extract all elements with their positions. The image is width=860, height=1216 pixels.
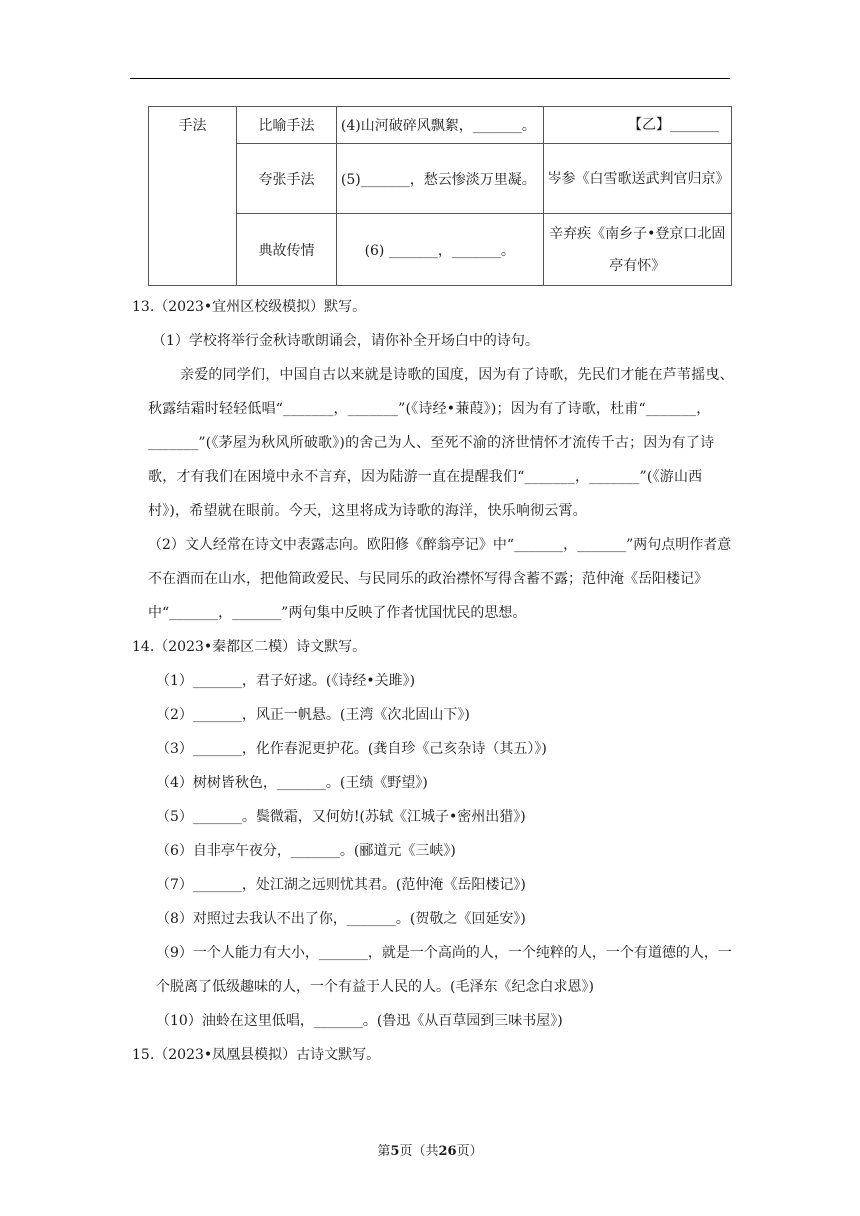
technique-cell: 典故传情 [237, 214, 337, 286]
q14-item: （8）对照过去我认不出了你，_______。(贺敬之《回延安》) [156, 911, 526, 927]
footer-total-pages: 26 [438, 1144, 457, 1159]
q14-item: （6）自非亭午夜分，_______。(郦道元《三峡》) [156, 843, 456, 859]
footer-mid: 页（共 [399, 1144, 439, 1159]
q14-item: （10）油蛉在这里低唱，_______。(鲁迅《从百草园到三味书屋》) [156, 1013, 563, 1029]
technique-table [148, 106, 732, 286]
category-cell: 手法 [149, 107, 237, 286]
source-cell: 【乙】_______ [543, 107, 731, 144]
q14-item: （1）_______，君子好逑。(《诗经•关雎》) [156, 673, 416, 689]
footer-page-number: 5 [390, 1144, 400, 1159]
source-cell: 辛弃疾《南乡子•登京口北固亭有怀》 [543, 214, 731, 286]
table-row [149, 214, 732, 286]
question-13-heading: 13.（2023•宜州区校级模拟）默写。 [132, 299, 367, 315]
q14-item: （9）一个人能力有大小，_______，就是一个高尚的人，一个纯粹的人，一个有道德的人，一个脱离了低级趣味的人，一个有益于人民的人。(毛泽东《纪念白求恩》) [156, 945, 732, 995]
question-14-heading: 14.（2023•秦都区二模）诗文默写。 [132, 639, 367, 655]
q14-item: （4）树树皆秋色，_______。(王绩《野望》) [156, 775, 428, 791]
technique-cell: 比喻手法 [237, 107, 337, 144]
table-row [149, 144, 732, 214]
q13-part1-paragraph: 亲爱的同学们，中国自古以来就是诗歌的国度，因为有了诗歌，先民们才能在芦苇摇曳、秋露结霜时轻轻低唱“_______，_______”(《诗经•蒹葭》)；因为有了诗歌，杜甫“_______，_______”(《茅屋为秋风所破歌》)的舍己为人、至死不渝的济世情怀才流传千古；因为有了诗歌，才有我们在困境中永不言弃，因为陆游一直在提醒我们“_______，_______”(《游山西村》)，希望就在眼前。今天，这里将成为诗歌的海洋，快乐响彻云霄。 [148, 367, 734, 519]
page-footer [0, 1140, 860, 1159]
question-15-heading: 15.（2023•凤凰县模拟）古诗文默写。 [132, 1047, 381, 1063]
q14-item: （2）_______，风正一帆悬。(王湾《次北固山下》) [156, 707, 470, 723]
source-cell: 岑参《白雪歌送武判官归京》 [543, 144, 731, 214]
q13-part2-paragraph: （2）文人经常在诗文中表露志向。欧阳修《醉翁亭记》中“_______，_______”两句点明作者意不在酒而在山水，把他简政爱民、与民同乐的政治襟怀写得含蓄不露；范仲淹《岳阳楼记》中“_______，_______”两句集中反映了作者忧国忧民的思想。 [148, 537, 732, 621]
content-cell: (6) _______，_______。 [336, 214, 543, 286]
footer-suffix: 页） [456, 1144, 483, 1159]
content-cell: (5)_______，愁云惨淡万里凝。 [336, 144, 543, 214]
footer-prefix: 第 [377, 1144, 391, 1159]
header-rule [130, 78, 730, 79]
question-content [130, 290, 734, 1072]
q14-item: （3）_______，化作春泥更护花。(龚自珍《己亥杂诗（其五）》) [156, 741, 547, 757]
technique-cell: 夸张手法 [237, 144, 337, 214]
table-row [149, 107, 732, 144]
q14-item: （5）_______。鬓微霜，又何妨!(苏轼《江城子•密州出猎》) [156, 809, 526, 825]
content-cell: (4)山河破碎风飘絮，_______。 [336, 107, 543, 144]
q14-item: （7）_______，处江湖之远则忧其君。(范仲淹《岳阳楼记》) [156, 877, 526, 893]
q13-part1-prompt: （1）学校将举行金秋诗歌朗诵会，请你补全开场白中的诗句。 [152, 333, 539, 349]
